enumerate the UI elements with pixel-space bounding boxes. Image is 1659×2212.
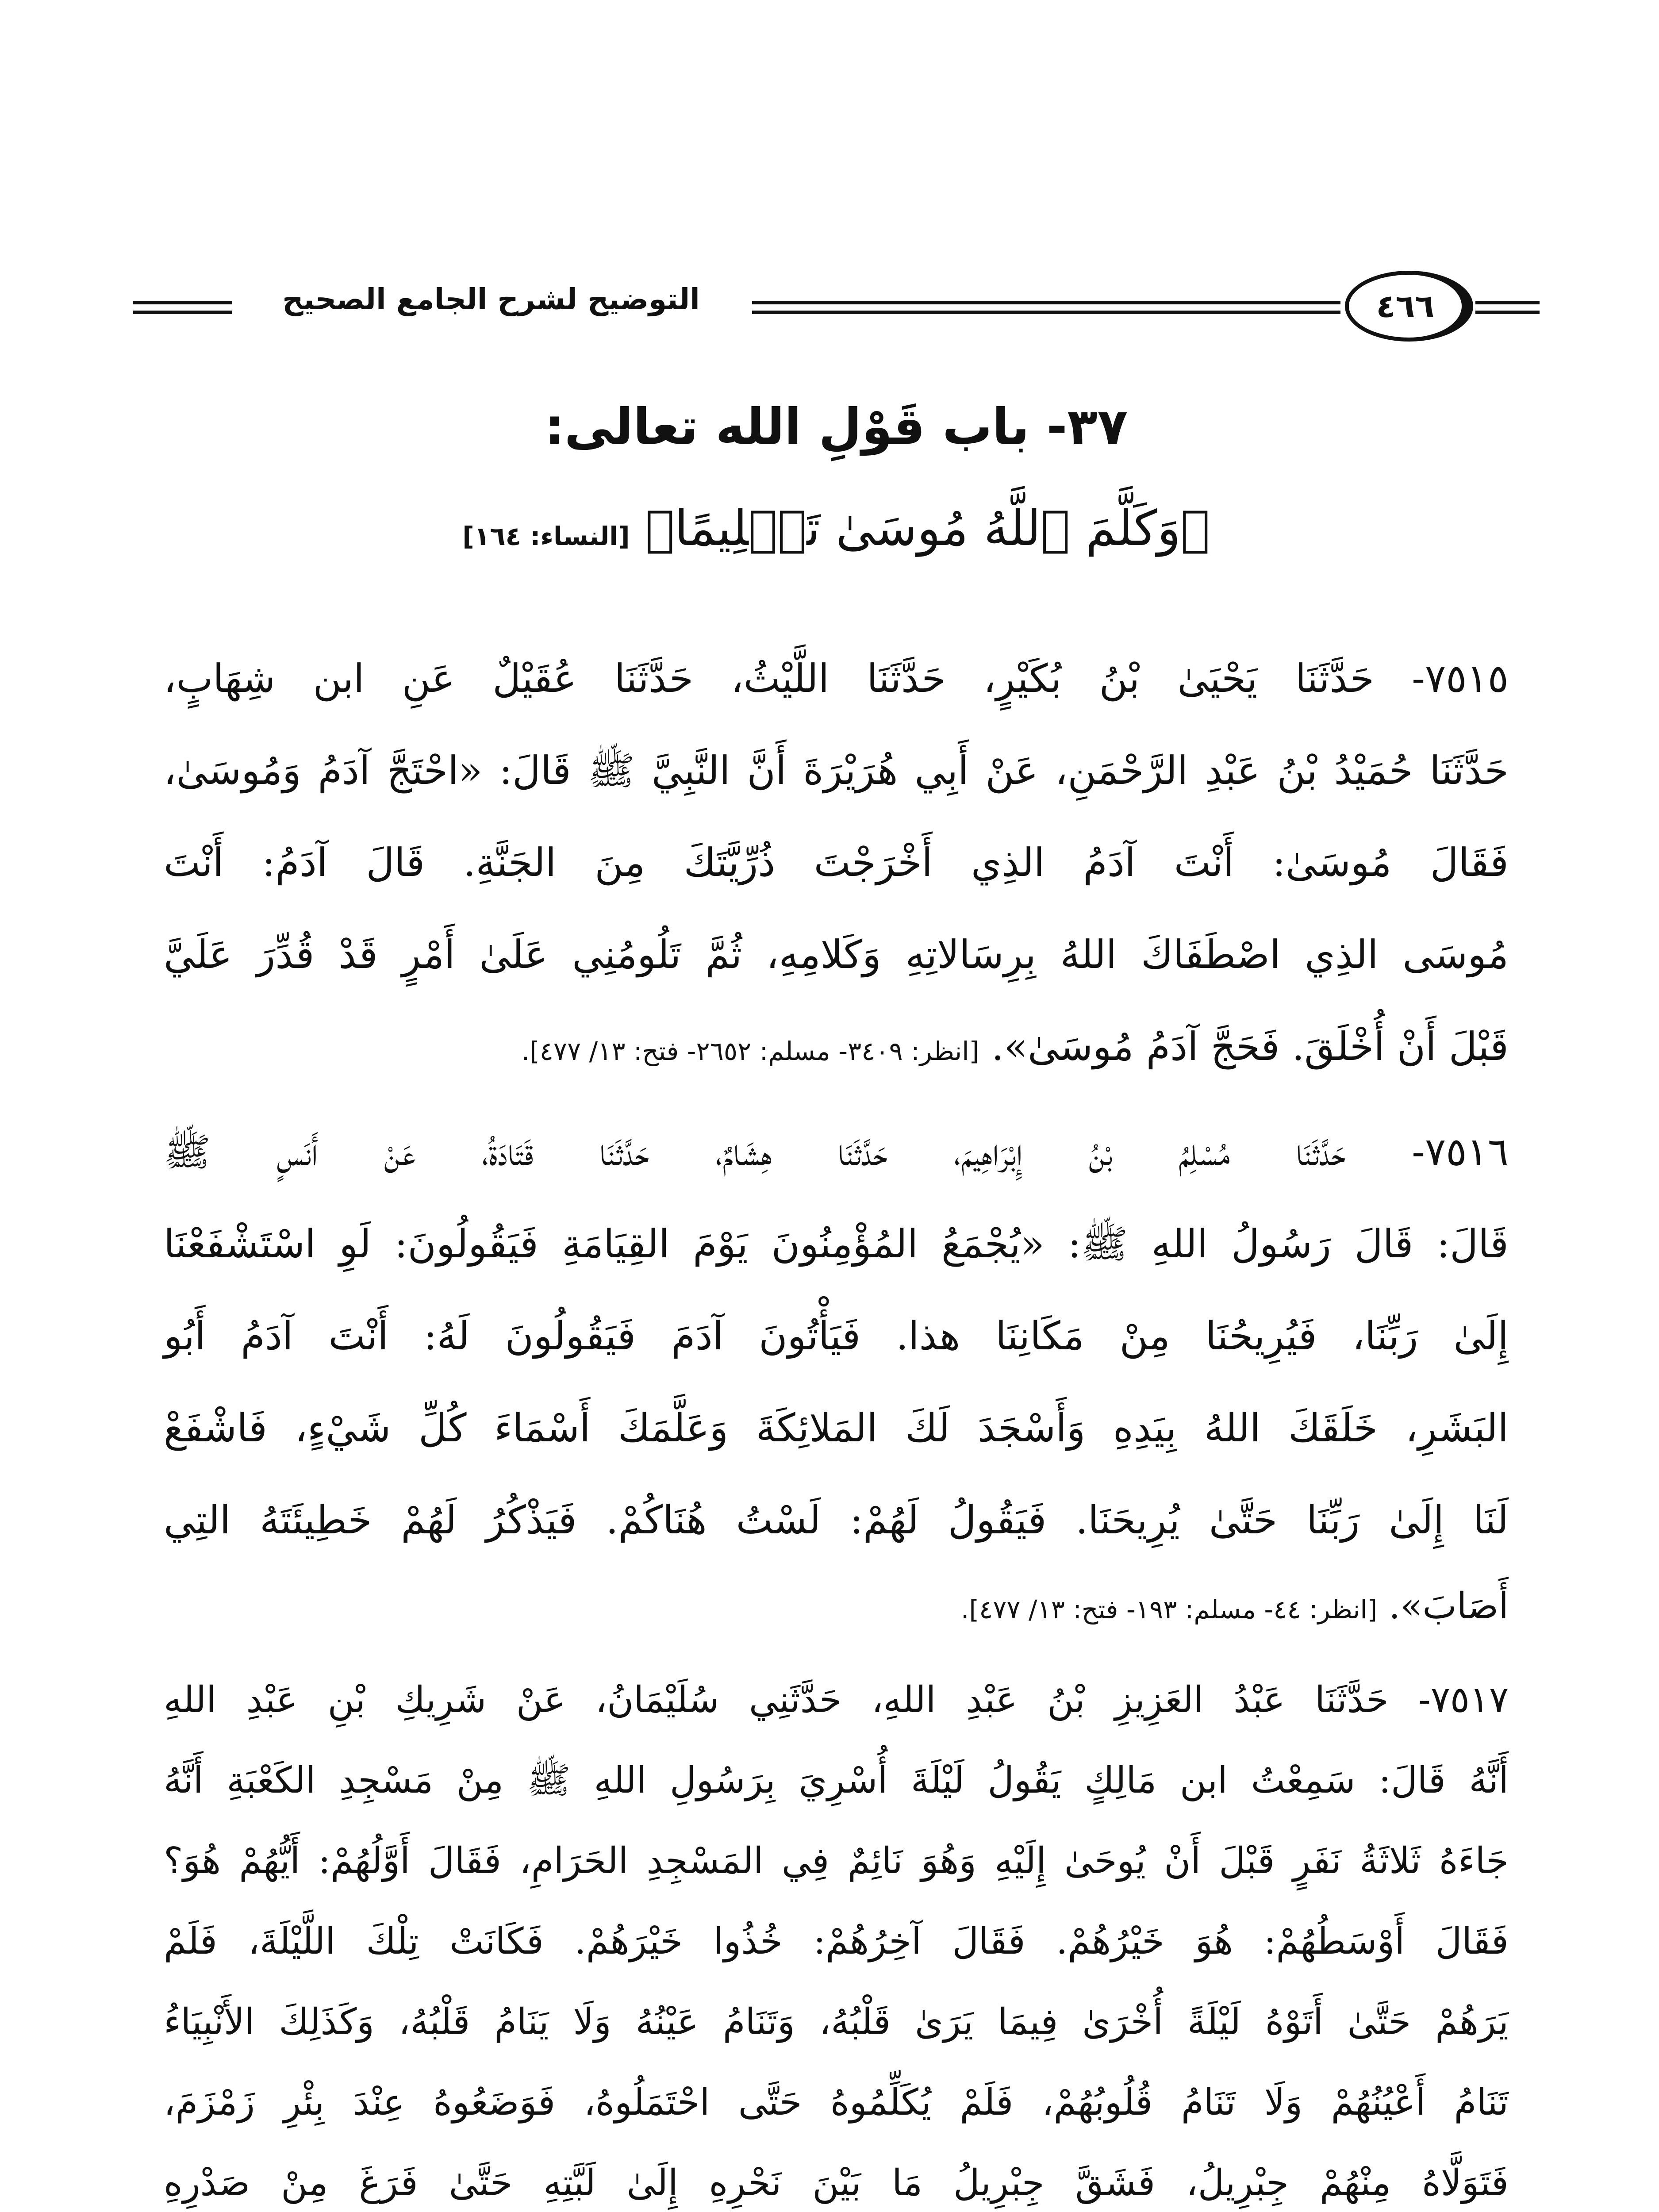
page-number-oval	[1345, 271, 1473, 342]
header-rule	[133, 301, 232, 314]
main-text	[164, 633, 1509, 2212]
text-line: ٧٥١٧- حَدَّثَنَا عَبْدُ العَزِيزِ بْنُ عَبْدِ اللهِ، حَدَّثَنِي سُلَيْمَانُ، عَنْ شَرِيكِ بْنِ عَبْدِ اللهِ	[164, 1679, 1509, 1721]
text-line: لَنَا إِلَىٰ رَبِّنَا حَتَّىٰ يُرِيحَنَا. فَيَقُولُ لَهُمْ: لَسْتُ هُنَاكُمْ. فَيَذْكُرُ لَهُمْ خَطِيئَتَهُ التِي	[164, 1497, 1509, 1543]
running-title: التوضيح لشرح الجامع الصحيح	[282, 282, 700, 316]
text-segment: قَبْلَ أَنْ أُخْلَقَ. فَحَجَّ آدَمُ مُوسَىٰ».	[991, 1024, 1509, 1069]
text-line	[164, 1001, 1509, 1093]
text-line: ٧٥١٥- حَدَّثَنَا يَحْيَىٰ بْنُ بُكَيْرٍ، حَدَّثَنَا اللَّيْثُ، حَدَّثَنَا عُقَيْلٌ عَنِ ابن شِهَابٍ،	[164, 656, 1509, 701]
text-line: إِلَىٰ رَبِّنَا، فَيُرِيحُنَا مِنْ مَكَانِنَا هذا. فَيَأْتُونَ آدَمَ فَيَقُولُونَ لَهُ: أَنْتَ آدَمُ أَبُو	[164, 1313, 1509, 1359]
text-line: تَنَامُ أَعْيُنُهُمْ وَلَا تَنَامُ قُلُوبُهُمْ، فَلَمْ يُكَلِّمُوهُ حَتَّى احْتَمَلُوهُ، فَوَضَعُوهُ عِنْدَ بِئْرِ زَمْزَمَ،	[164, 2081, 1509, 2124]
hadith-reference: [انظر: ٤٤- مسلم: ١٩٣- فتح: ١٣/ ٤٧٧].	[961, 1594, 1378, 1624]
text-line: جَاءَهُ ثَلاثَةُ نَفَرٍ قَبْلَ أَنْ يُوحَىٰ إِلَيْهِ وَهُوَ نَائِمٌ فِي المَسْجِدِ الحَرَامِ، فَقَالَ أَوَّلُهُمْ: أَيُّهُمْ هُوَ؟	[164, 1840, 1509, 1882]
hadith-7515	[164, 633, 1509, 1093]
text-line: ٧٥١٦- حَدَّثَنَا مُسْلِمُ بْنُ إِبْرَاهِيمَ، حَدَّثَنَا هِشَامٌ، حَدَّثَنَا قَتَادَةُ، عَنْ أَنَسٍ ﷺ	[164, 1129, 1509, 1175]
text-line	[164, 1566, 1509, 1647]
text-line: البَشَرِ، خَلَقَكَ اللهُ بِيَدِهِ وَأَسْجَدَ لَكَ المَلائِكَةَ وَعَلَّمَكَ أَسْمَاءَ كُلِّ شَيْءٍ، فَاشْفَعْ	[164, 1405, 1509, 1451]
hadith-reference: [انظر: ٣٤٠٩- مسلم: ٢٦٥٢- فتح: ١٣/ ٤٧٧].	[521, 1036, 979, 1066]
text-line: فَقَالَ أَوْسَطُهُمْ: هُوَ خَيْرُهُمْ. فَقَالَ آخِرُهُمْ: خُذُوا خَيْرَهُمْ. فَكَانَتْ تِلْكَ اللَّيْلَةَ، فَلَمْ	[164, 1920, 1509, 1962]
chapter-title: ٣٧- باب قَوْلِ الله تعالى:	[544, 398, 1128, 456]
verse-reference: [النساء: ١٦٤]	[462, 521, 630, 551]
hadith-7516	[164, 1106, 1509, 1647]
header-rule	[752, 301, 1340, 314]
text-line: فَقَالَ مُوسَىٰ: أَنْتَ آدَمُ الذِي أَخْرَجْتَ ذُرِّيَّتَكَ مِنَ الجَنَّةِ. قَالَ آدَمُ: أَنْتَ	[164, 840, 1509, 885]
page-number: ٤٦٦	[1376, 288, 1435, 325]
text-line: أَنَّهُ قَالَ: سَمِعْتُ ابن مَالِكٍ يَقُولُ لَيْلَةَ أُسْرِيَ بِرَسُولِ اللهِ ﷺ مِنْ مَسْجِدِ الكَعْبَةِ أَنَّهُ	[164, 1759, 1509, 1801]
text-line: قَالَ: قَالَ رَسُولُ اللهِ ﷺ: «يُجْمَعُ المُؤْمِنُونَ يَوْمَ القِيَامَةِ فَيَقُولُونَ: لَوِ اسْتَشْفَعْنَا	[164, 1221, 1509, 1267]
text-segment: أَصَابَ».	[1389, 1585, 1509, 1627]
text-line: مُوسَى الذِي اصْطَفَاكَ اللهُ بِرِسَالاتِهِ وَكَلامِهِ، ثُمَّ تَلُومُنِي عَلَىٰ أَمْرٍ قَدْ قُدِّرَ عَلَيَّ	[164, 932, 1509, 977]
header-rule	[1475, 301, 1540, 314]
running-header	[133, 270, 1540, 345]
hadith-7517	[164, 1660, 1509, 2212]
text-line: فَتَوَلَّاهُ مِنْهُمْ جِبْرِيلُ، فَشَقَّ جِبْرِيلُ مَا بَيْنَ نَحْرِهِ إِلَىٰ لَبَّتِهِ حَتَّىٰ فَرَغَ مِنْ صَدْرِهِ	[164, 2162, 1509, 2204]
quran-verse: ﴿وَكَلَّمَ ٱللَّهُ مُوسَىٰ تَكۡلِيمًا﴾	[645, 500, 1210, 557]
quran-verse-line	[133, 500, 1540, 557]
text-line: يَرَهُمْ حَتَّىٰ أَتَوْهُ لَيْلَةً أُخْرَىٰ فِيمَا يَرَىٰ قَلْبُهُ، وَتَنَامُ عَيْنُهُ وَلَا يَنَامُ قَلْبُهُ، وَكَذَلِكَ الأَنْبِيَاءُ	[164, 2001, 1509, 2043]
text-line: حَدَّثَنَا حُمَيْدُ بْنُ عَبْدِ الرَّحْمَنِ، عَنْ أَبِي هُرَيْرَةَ أَنَّ النَّبِيَّ ﷺ قَالَ: «احْتَجَّ آدَمُ وَمُوسَىٰ،	[164, 748, 1509, 793]
